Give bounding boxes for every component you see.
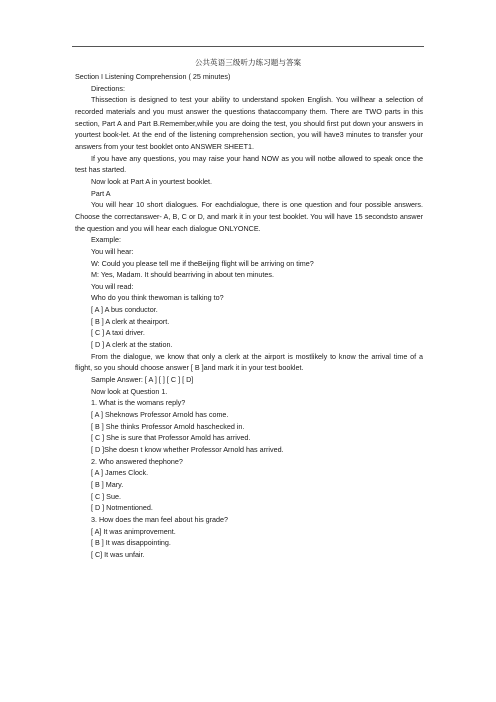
part-heading: Part A <box>91 188 111 198</box>
text-line: You will read: <box>91 281 134 291</box>
answer-option: [ B ] A clerk at theairport. <box>91 316 170 326</box>
page-title: 公共英语三级听力练习题与答案 <box>194 58 302 67</box>
answer-option: [ C ] Sue. <box>91 491 121 501</box>
answer-option: [ D ] A clerk at the station. <box>91 340 173 350</box>
answer-option: [ D ] Notmentioned. <box>91 503 153 513</box>
section-heading: Section I Listening Comprehension ( 25 minutes) <box>75 72 231 81</box>
paragraph: You will hear 10 short dialogues. For eachdialogue, there is one question and four possible answers. Choose the correctanswer- A, B, C or D, and mark it in your test booklet. You will have 15 secondsto answer the question and you will hear each dialogue ONLYONCE. <box>75 200 423 233</box>
question-line: 3. How does the man feel about his grade? <box>91 514 229 524</box>
answer-option: [ B ] Mary. <box>91 479 124 489</box>
paragraph: Now look at Part A in yourtest booklet. <box>91 176 213 186</box>
answer-option: [ A ] Sheknows Professor Arnold has come. <box>91 410 229 420</box>
paragraph: If you have any questions, you may raise your hand NOW as you will notbe allowed to speak once the test has started. <box>75 153 423 175</box>
answer-option: [ B ] It was disappointing. <box>91 538 171 548</box>
answer-option: [ D ]She doesn t know whether Professor Arnold has arrived. <box>91 445 284 454</box>
question-line: 1. What is the womans reply? <box>91 398 186 408</box>
header-rule <box>72 46 424 47</box>
answer-option: [ C ] A taxi driver. <box>91 328 145 338</box>
answer-option: [ A ] James Clock. <box>91 468 149 478</box>
dialogue-line: M: Yes, Madam. It should bearriving in about ten minutes. <box>91 270 274 280</box>
question-line: 2. Who answered thephone? <box>91 456 183 466</box>
answer-option: [ A] It was animprovement. <box>91 526 176 536</box>
paragraph: Thissection is designed to test your ability to understand spoken English. You willhear a selection of recorded materials and you must answer the questions thataccompany them. There are TWO parts in this section, Part A and Part B.Remember,while you are doing the test, you should first put down your answers in yourtest book-let. At the end of the listening comprehension section, you will have3 minutes to transfer your answers from your test booklet onto ANSWER SHEET1. <box>75 95 423 151</box>
answer-option: [ C ] She is sure that Professor Amold has arrived. <box>91 433 251 443</box>
text-line: Now look at Question 1. <box>91 386 168 396</box>
document-body <box>75 71 423 561</box>
text-line: You will hear: <box>91 246 134 256</box>
paragraph: From the dialogue, we know that only a clerk at the airport is mostlikely to know the arrival time of a flight, so you should choose answer [ B ]and mark it in your test booklet. <box>75 351 423 373</box>
example-label: Example: <box>91 235 121 245</box>
answer-option: [ C] It was unfair. <box>91 549 145 559</box>
answer-option: [ A ] A bus conductor. <box>91 305 158 315</box>
dialogue-line: W: Could you please tell me if theBeijing flight will be arriving on time? <box>91 258 314 268</box>
directions-heading: Directions: <box>91 83 125 93</box>
answer-option: [ B ] She thinks Professor Arnold haschecked in. <box>91 421 245 431</box>
question-line: Who do you think thewoman is talking to? <box>91 293 224 303</box>
sample-answer: Sample Answer: [ A ] [ ] [ C ] [ D] <box>91 375 194 385</box>
